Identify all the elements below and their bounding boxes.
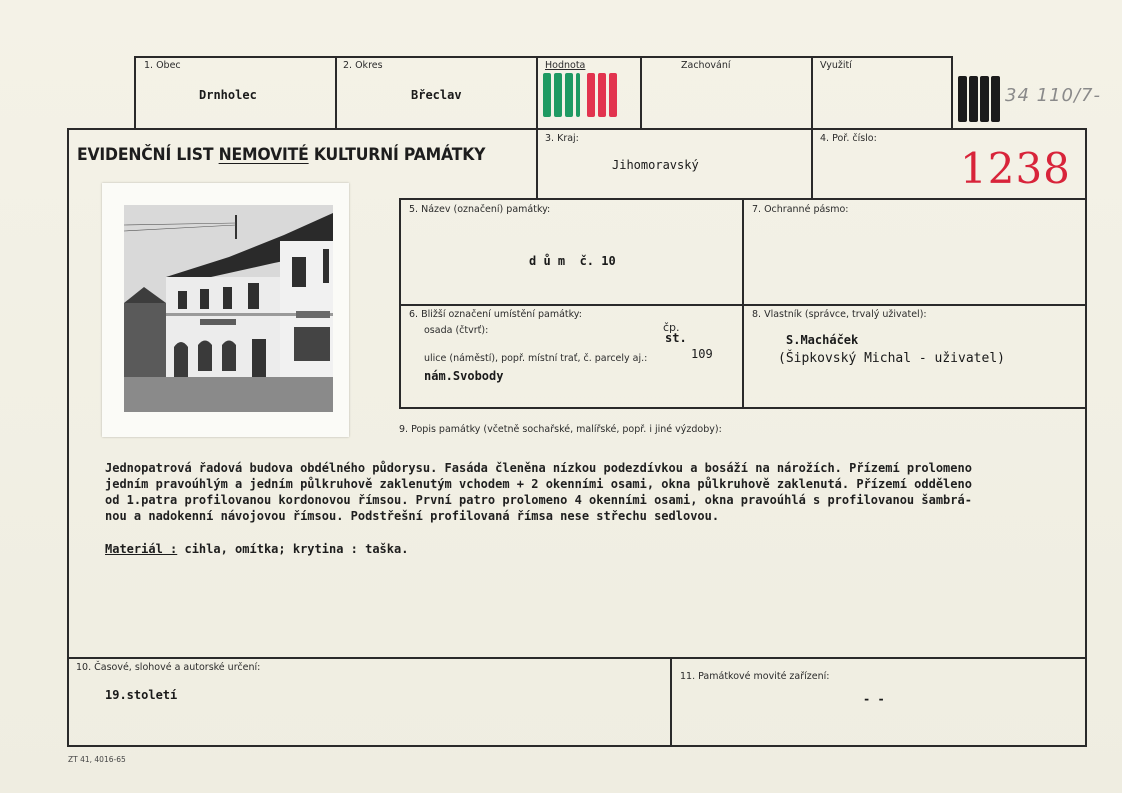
row-9-top-rule [399, 407, 1086, 409]
building-photo-icon [124, 205, 333, 412]
hodnota-label: Hodnota [545, 60, 586, 71]
header-divider-5 [951, 56, 953, 128]
ulice-label: ulice (náměstí), popř. místní trať, č. parcely aj.: [424, 353, 648, 364]
movite-zarizeni-label: 11. Památkové movité zařízení: [680, 671, 830, 682]
header-top-rule [134, 56, 952, 58]
form-title: EVIDENČNÍ LIST NEMOVITÉ KULTURNÍ PAMÁTKY [77, 145, 486, 165]
header-divider-2 [536, 56, 538, 198]
urceni-label: 10. Časové, slohové a autorské určení: [76, 662, 261, 673]
vlastnik-name: S.Macháček [786, 333, 859, 347]
row-10-mid-rule [670, 657, 672, 746]
header-divider-4 [811, 56, 813, 198]
main-top-rule [67, 128, 1087, 130]
archive-marker-bars-icon [958, 76, 1000, 122]
popis-label: 9. Popis památky (včetně sochařské, malířské, popř. i jiné výzdoby): [399, 424, 722, 435]
kraj-value: Jihomoravský [612, 158, 699, 172]
main-left-rule [67, 128, 69, 746]
handwritten-reference: 34 110/7- [1005, 85, 1101, 106]
movite-zarizeni-value: - - [863, 692, 885, 706]
cp-value: st. [665, 331, 687, 345]
row-5-left-rule [399, 198, 401, 408]
urceni-value: 19.století [105, 688, 178, 702]
main-right-rule [1085, 128, 1087, 746]
nazev-label: 5. Název (označení) památky: [409, 204, 551, 215]
row-10-top-rule [67, 657, 1087, 659]
row-6-top-rule [399, 304, 1086, 306]
registration-number: 1238 [960, 144, 1071, 193]
kraj-label: 3. Kraj: [545, 133, 579, 144]
umisteni-label: 6. Bližší označení umístění památky: [409, 309, 582, 320]
header-left-rule [134, 56, 136, 128]
vlastnik-label: 8. Vlastník (správce, trvalý uživatel): [752, 309, 927, 320]
main-bottom-rule [67, 745, 1087, 747]
obec-label: 1. Obec [144, 60, 181, 71]
por-cislo-label: 4. Poř. číslo: [820, 133, 877, 144]
nazev-value: d ů m č. 10 [529, 254, 616, 268]
ochranne-pasmo-label: 7. Ochranné pásmo: [752, 204, 849, 215]
popis-text [105, 460, 1065, 524]
row-5-mid-rule [742, 198, 744, 408]
okres-value: Břeclav [411, 88, 462, 102]
popis-line: nou a nadokenní návojovou římsou. Podstřešní profilovaná římsa nese střechu sedlovou. [105, 509, 720, 523]
vlastnik-note: (Šipkovský Michal - uživatel) [778, 351, 1005, 366]
header-divider-3 [640, 56, 642, 128]
popis-line: jedním pravoúhlým a jedním půlkruhově zaklenutým vchodem + 2 okenními osami, okna půlkruhově zaklenutá. Přízemí odděleno [105, 477, 972, 491]
value-marker-bars-icon [543, 73, 617, 117]
header-divider-1 [335, 56, 337, 128]
okres-label: 2. Okres [343, 60, 383, 71]
form-code: ZT 41, 4016-65 [68, 755, 126, 764]
cp-label: čp. [663, 321, 680, 334]
material-value: cihla, omítka; krytina : taška. [177, 542, 409, 556]
popis-line: Jednopatrová řadová budova obdélného půdorysu. Fasáda členěna nízkou podezdívkou a bosáží na nárožích. Přízemí prolomeno [105, 461, 972, 475]
osada-label: osada (čtvrť): [424, 325, 489, 336]
ulice-value: nám.Svobody [424, 369, 504, 383]
zachovani-label: Zachování [681, 60, 731, 71]
monument-photo [102, 183, 349, 437]
obec-value: Drnholec [199, 88, 257, 102]
vyuziti-label: Využití [820, 60, 852, 71]
material-line [105, 542, 408, 556]
popis-line: od 1.patra profilovanou kordonovou římsou. První patro prolomeno 4 okenními osami, okna pravoúhlá s profilovanou šambrá- [105, 493, 972, 507]
parcela-value: 109 [691, 347, 713, 361]
material-label: Materiál : [105, 542, 178, 556]
